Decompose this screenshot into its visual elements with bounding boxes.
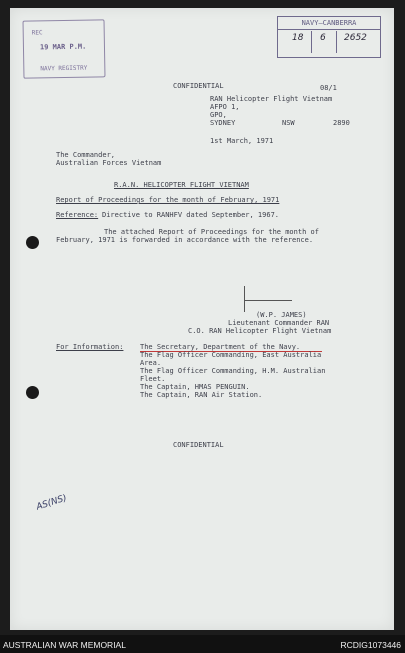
registry-stamp-date: 19 MAR P.M.	[39, 42, 87, 52]
navy-stamp-header: NAVY—CANBERRA	[278, 17, 380, 30]
body-line: The attached Report of Proceedings for the month of	[104, 228, 319, 236]
address-postcode: 2890	[333, 119, 350, 127]
info-item: The Captain, HMAS PENGUIN.	[140, 383, 250, 391]
reference-label: Reference:	[56, 211, 99, 219]
address-state: NSW	[282, 119, 295, 127]
handwritten-note: AS(NS)	[35, 493, 69, 513]
info-item: Fleet.	[140, 375, 166, 383]
file-reference: 08/1	[320, 84, 337, 92]
body-line: February, 1971 is forwarded in accordance with the reference.	[56, 236, 314, 244]
navy-stamp-ref: 2652	[344, 33, 367, 43]
info-item: The Flag Officer Commanding, East Australia	[140, 351, 322, 359]
signature-mark	[244, 286, 245, 312]
address-line: RAN Helicopter Flight Vietnam	[210, 95, 333, 103]
classification-top: CONFIDENTIAL	[173, 82, 224, 90]
punch-hole	[26, 236, 39, 249]
navy-stamp-divider	[311, 31, 312, 53]
reference-text: Directive to RANHFV dated September, 1967.	[102, 211, 280, 219]
footer-institution: AUSTRALIAN WAR MEMORIAL	[3, 640, 126, 650]
letter-heading: R.A.N. HELICOPTER FLIGHT VIETNAM	[114, 181, 249, 189]
classification-bottom: CONFIDENTIAL	[173, 441, 224, 449]
footer-record-id: RCDIG1073446	[340, 640, 401, 650]
punch-hole	[26, 386, 39, 399]
registry-stamp-label: NAVY REGISTRY	[40, 64, 88, 73]
info-item: The Captain, RAN Air Station.	[140, 391, 263, 399]
address-line: GPO,	[210, 111, 227, 119]
signature-mark	[244, 300, 292, 301]
address-line: AFPO 1,	[210, 103, 240, 111]
info-label: For Information:	[56, 343, 124, 351]
navy-stamp-month: 6	[320, 33, 326, 43]
info-item: Area.	[140, 359, 162, 367]
address-line: SYDNEY	[210, 119, 236, 127]
signatory-name: (W.P. JAMES)	[256, 311, 307, 319]
recipient-line: The Commander,	[56, 151, 116, 159]
registry-stamp	[23, 19, 106, 78]
recipient-line: Australian Forces Vietnam	[56, 159, 162, 167]
info-item: The Flag Officer Commanding, H.M. Australian	[140, 367, 326, 375]
info-item: The Secretary, Department of the Navy.	[140, 343, 301, 351]
letter-date: 1st March, 1971	[210, 137, 274, 145]
signatory-rank: Lieutenant Commander RAN	[228, 319, 330, 327]
document-page	[10, 8, 394, 630]
signatory-role: C.O. RAN Helicopter Flight Vietnam	[188, 327, 332, 335]
letter-subject: Report of Proceedings for the month of February, 1971	[56, 196, 280, 204]
archive-footer	[0, 635, 405, 653]
navy-stamp-day: 18	[292, 33, 304, 43]
registry-stamp-line1: REC	[31, 29, 43, 37]
navy-stamp-divider	[336, 31, 337, 53]
navy-canberra-stamp	[277, 16, 381, 58]
